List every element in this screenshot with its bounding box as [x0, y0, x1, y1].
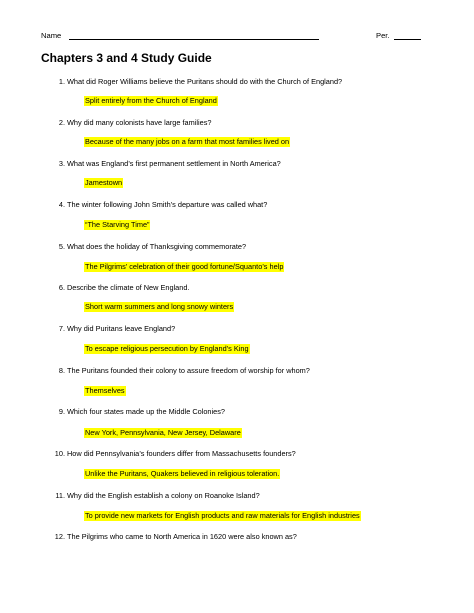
question-9	[58, 406, 447, 417]
question-number: 5.	[58, 242, 65, 251]
question-6	[58, 282, 447, 293]
question-text: The winter following John Smith’s departure was called what?	[67, 200, 268, 209]
question-text: Describe the climate of New England.	[67, 283, 190, 292]
question-text: How did Pennsylvania’s founders differ from Massachusetts founders?	[67, 449, 296, 458]
answer-4: “The Starving Time”	[85, 220, 150, 229]
answer-5: The Pilgrims’ celebration of their good fortune/Squanto’s help	[85, 262, 284, 271]
question-10	[54, 448, 447, 459]
question-number: 7.	[58, 324, 65, 333]
question-number: 8.	[58, 366, 65, 375]
question-number: 11.	[55, 491, 65, 500]
period-blank-line	[394, 39, 421, 40]
name-label: Name	[41, 31, 62, 40]
question-number: 1.	[58, 77, 65, 86]
question-text: What was England’s first permanent settlement in North America?	[67, 159, 281, 168]
question-number: 10.	[54, 449, 65, 458]
name-blank-line	[69, 39, 319, 40]
question-number: 3.	[58, 159, 65, 168]
question-3	[58, 158, 447, 169]
question-5	[58, 241, 447, 252]
question-11	[55, 490, 447, 501]
answer-11: To provide new markets for English products and raw materials for English industries	[85, 511, 360, 520]
question-number: 9.	[58, 407, 65, 416]
page-title: Chapters 3 and 4 Study Guide	[41, 51, 212, 65]
answer-1: Split entirely from the Church of England	[85, 96, 217, 105]
answer-2: Because of the many jobs on a farm that most families lived on	[85, 137, 290, 146]
question-text: Why did Puritans leave England?	[67, 324, 176, 333]
answer-7: To escape religious persecution by England’s King	[85, 344, 249, 353]
question-text: The Puritans founded their colony to assure freedom of worship for whom?	[67, 366, 310, 375]
question-text: What did Roger Williams believe the Puritans should do with the Church of England?	[67, 77, 343, 86]
answer-10: Unlike the Puritans, Quakers believed in religious toleration.	[85, 469, 280, 478]
question-text: Why did the English establish a colony on Roanoke Island?	[67, 491, 260, 500]
question-4	[58, 199, 447, 210]
question-7	[58, 323, 447, 334]
question-1	[58, 76, 447, 87]
question-number: 2.	[58, 118, 65, 127]
question-12	[54, 531, 447, 542]
answer-6: Short warm summers and long snowy winters	[85, 302, 234, 311]
question-8	[58, 365, 447, 376]
question-number: 4.	[58, 200, 65, 209]
question-number: 12.	[54, 532, 65, 541]
question-number: 6.	[58, 283, 65, 292]
period-label: Per.	[376, 31, 390, 40]
answer-3: Jamestown	[85, 178, 123, 187]
question-text: What does the holiday of Thanksgiving commemorate?	[67, 242, 247, 251]
question-2	[58, 117, 447, 128]
answer-8: Themselves	[85, 386, 125, 395]
question-text: The Pilgrims who came to North America in 1620 were also known as?	[67, 532, 297, 541]
question-text: Which four states made up the Middle Colonies?	[67, 407, 225, 416]
question-text: Why did many colonists have large families?	[67, 118, 212, 127]
header-line	[41, 30, 423, 42]
answer-9: New York, Pennsylvania, New Jersey, Delaware	[85, 428, 241, 437]
